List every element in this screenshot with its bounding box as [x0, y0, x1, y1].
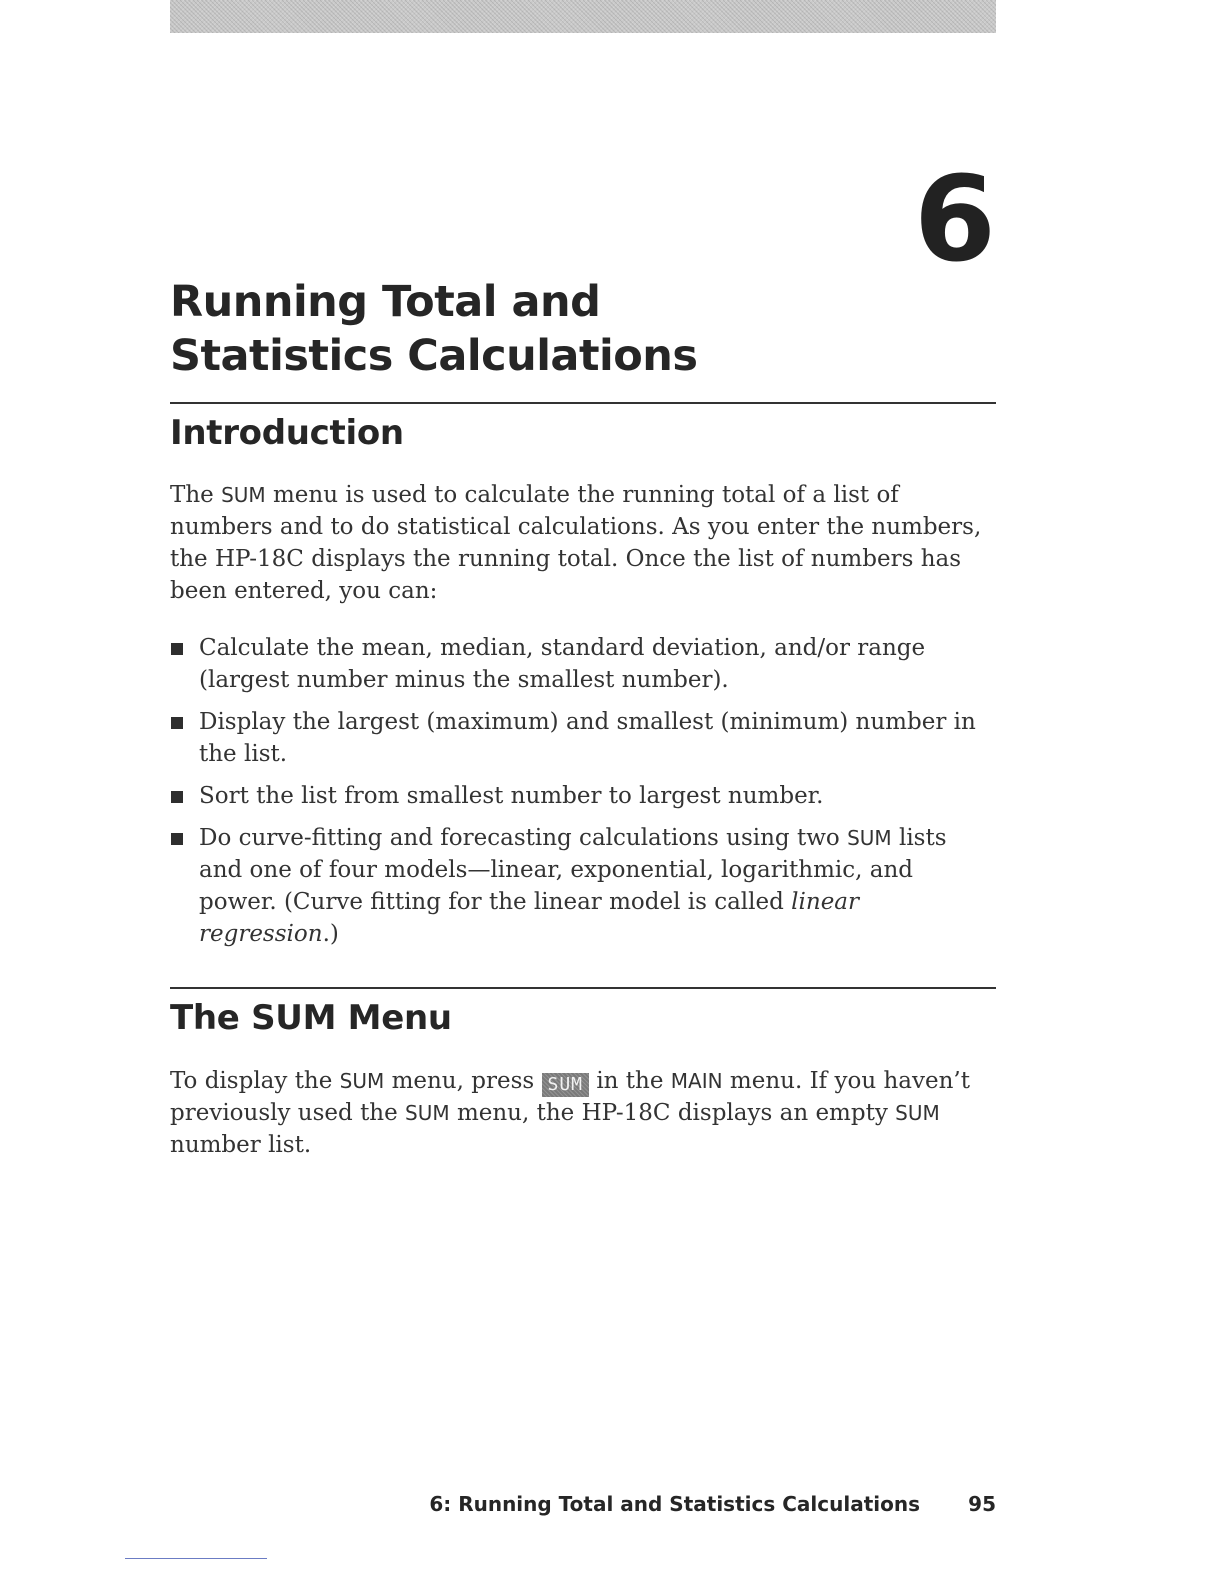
sum-menu-text-4: menu. If you haven’t previously used the	[170, 1068, 970, 1126]
sum-term: SUM	[847, 826, 892, 850]
list-item	[170, 706, 996, 770]
sum-term: SUM	[405, 1101, 450, 1125]
introduction-paragraph	[170, 479, 996, 607]
footer-chapter-title: 6: Running Total and Statistics Calculations	[429, 1492, 920, 1516]
section-rule-introduction	[170, 402, 996, 404]
sum-softkey: SUM	[542, 1073, 590, 1097]
list-item	[170, 632, 996, 696]
sum-menu-text-3: in the	[589, 1068, 671, 1094]
list-item	[170, 822, 996, 950]
sum-menu-text-2: menu, press	[384, 1068, 542, 1094]
chapter-title-line-2: Statistics Calculations	[170, 331, 698, 381]
sum-menu-text-1: To display the	[170, 1068, 340, 1094]
list-item-text: .)	[322, 921, 339, 947]
square-bullet-icon	[171, 717, 183, 729]
intro-text-2: menu is used to calculate the running total of a list of numbers and to do statistical calculations. As you enter the numbers, the HP-18C displays the running total. Once the list of numbers has been entered, you can:	[170, 482, 982, 604]
sum-term: SUM	[895, 1101, 940, 1125]
introduction-heading: Introduction	[170, 413, 404, 453]
section-rule-sum-menu	[170, 987, 996, 989]
sum-term: SUM	[221, 483, 266, 507]
list-item-text: Sort the list from smallest number to largest number.	[199, 783, 824, 809]
sum-term: SUM	[339, 1069, 385, 1093]
list-item-text: Calculate the mean, median, standard deviation, and/or range (largest number minus the smallest number).	[199, 635, 926, 693]
page-number: 95	[968, 1492, 996, 1516]
linear-regression-term: linear regression	[199, 889, 860, 947]
intro-text-1: The	[170, 482, 222, 508]
list-item-text: Do curve-fitting and forecasting calculations using two	[199, 825, 848, 851]
square-bullet-icon	[171, 791, 183, 803]
sum-menu-text-6: number list.	[170, 1132, 312, 1158]
chapter-title-line-1: Running Total and	[170, 277, 601, 327]
top-gray-band	[170, 0, 996, 33]
sum-menu-text-5: menu, the HP-18C displays an empty	[449, 1100, 896, 1126]
sum-menu-heading: The SUM Menu	[170, 998, 452, 1038]
sum-menu-paragraph	[170, 1065, 996, 1161]
capabilities-list	[170, 632, 996, 960]
chapter-number: 6	[913, 150, 996, 288]
square-bullet-icon	[171, 643, 183, 655]
list-item	[170, 780, 996, 812]
chapter-title	[170, 275, 698, 383]
scan-artifact-line	[125, 1558, 267, 1559]
list-item-text: Display the largest (maximum) and smallest (minimum) number in the list.	[199, 709, 976, 767]
list-item-text: lists and one of four models—linear, exponential, logarithmic, and power. (Curve fitting for the linear model is called	[199, 825, 947, 915]
main-term: MAIN	[670, 1069, 723, 1093]
square-bullet-icon	[171, 833, 183, 845]
